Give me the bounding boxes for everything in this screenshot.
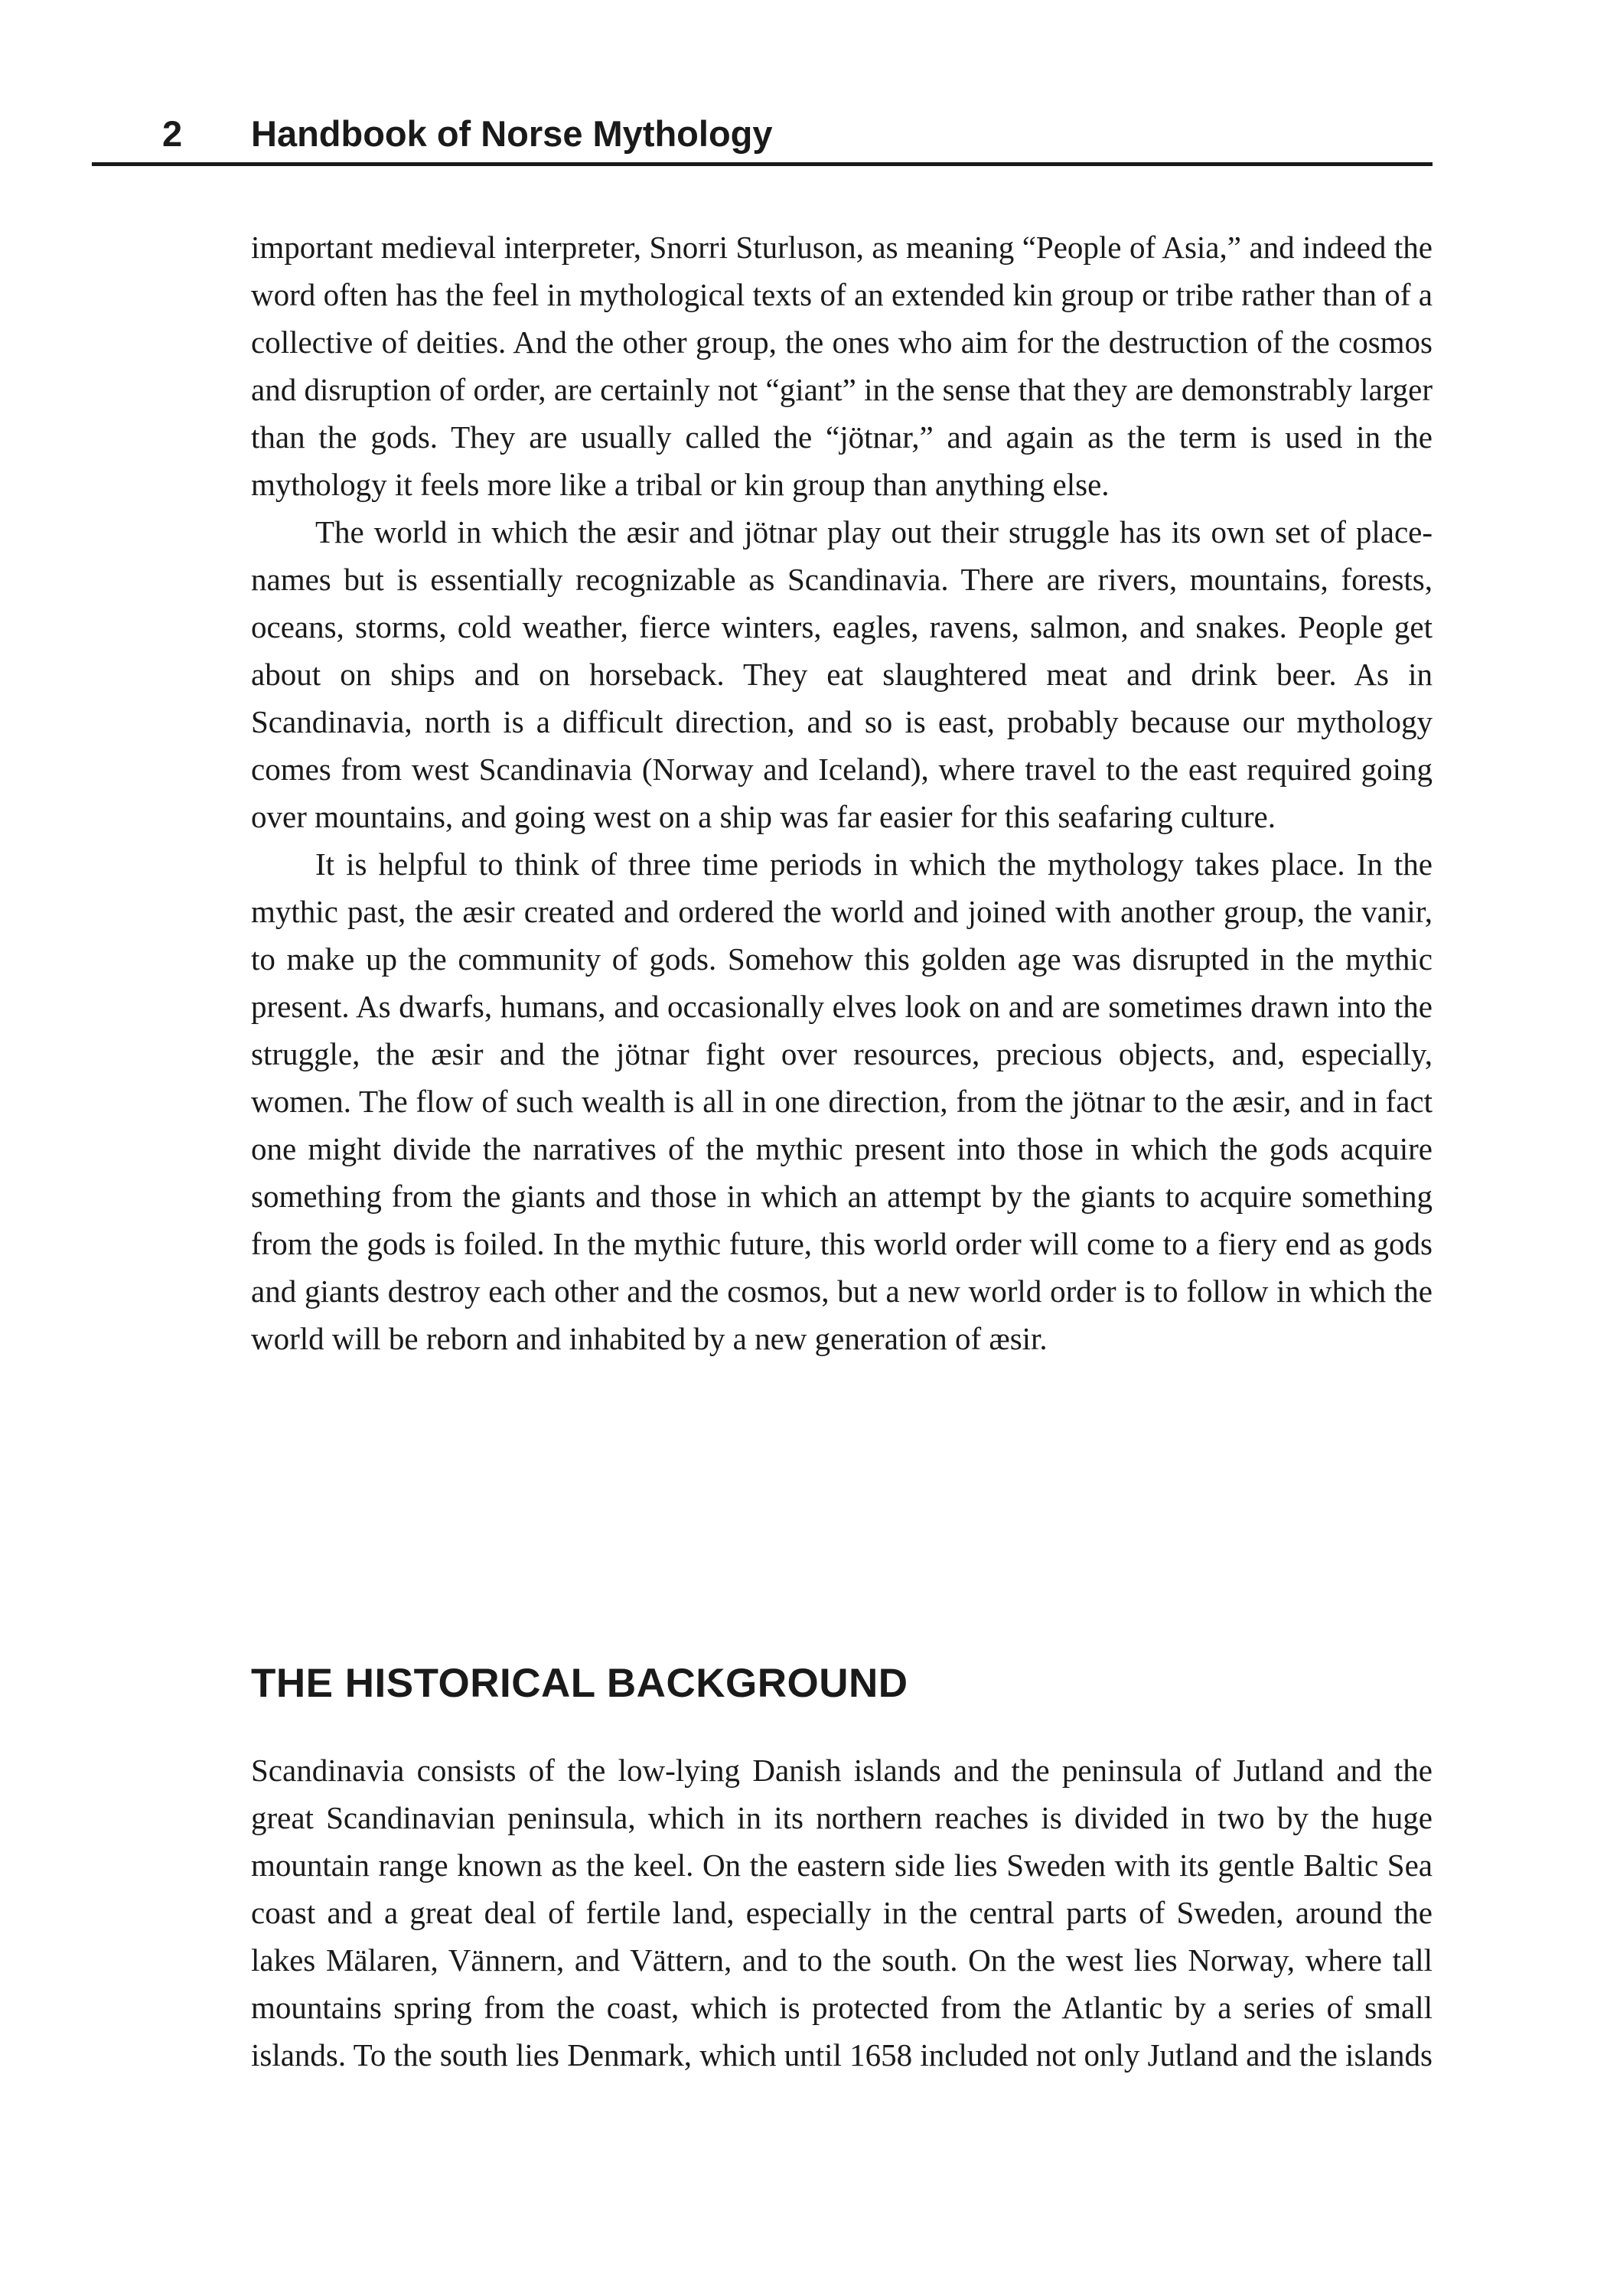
- historical-background-text: [251, 1746, 1433, 2079]
- body-paragraph: important medieval interpreter, Snorri Sturluson, as meaning “People of Asia,” and indeed the word often has the feel in mythological texts of an extended kin group or tribe rather than of a collective of deities. And the other group, the ones who aim for the destruction of the cosmos and disruption of order, are certainly not “giant” in the sense that they are demonstrably larger than the gods. They are usually called the “jötnar,” and again as the term is used in the mythology it feels more like a tribal or kin group than anything else.: [251, 230, 1433, 502]
- body-paragraph: It is helpful to think of three time periods in which the mythology takes place. In the mythic past, the æsir created and ordered the world and joined with another group, the vanir, to make up the community of gods. Somehow this golden age was disrupted in the mythic present. As dwarfs, humans, and occasionally elves look on and are sometimes drawn into the struggle, the æsir and the jötnar fight over resources, precious objects, and, especially, women. The flow of such wealth is all in one direction, from the jötnar to the æsir, and in fact one might divide the narratives of the mythic present into those in which the gods acquire something from the giants and those in which an attempt by the giants to acquire something from the gods is foiled. In the mythic future, this world order will come to a fiery end as gods and giants destroy each other and the cosmos, but a new world order is to follow in which the world will be reborn and inhabited by a new generation of æsir.: [251, 846, 1433, 1356]
- running-header: [92, 106, 1433, 166]
- section-heading: THE HISTORICAL BACKGROUND: [251, 1661, 908, 1706]
- page-number: 2: [162, 113, 183, 154]
- running-title: Handbook of Norse Mythology: [251, 113, 773, 154]
- body-paragraph: Scandinavia consists of the low-lying Danish islands and the peninsula of Jutland and the great Scandinavian peninsula, which in its northern reaches is divided in two by the huge mountain range known as the keel. On the eastern side lies Sweden with its gentle Baltic Sea coast and a great deal of fertile land, especially in the central parts of Sweden, around the lakes Mälaren, Vännern, and Vättern, and to the south. On the west lies Norway, where tall mountains spring from the coast, which is protected from the Atlantic by a series of small islands. To the south lies Denmark, which until 1658 included not only Jutland and the islands: [251, 1753, 1433, 2073]
- intro-text: [251, 223, 1433, 1362]
- body-paragraph: The world in which the æsir and jötnar play out their struggle has its own set of place-names but is essentially recognizable as Scandinavia. There are rivers, mountains, forests, oceans, storms, cold weather, fierce winters, eagles, ravens, salmon, and snakes. People get about on ships and on horseback. They eat slaughtered meat and drink beer. As in Scandinavia, north is a difficult direction, and so is east, probably because our mythology comes from west Scandinavia (Norway and Iceland), where travel to the east required going over mountains, and going west on a ship was far easier for this seafaring culture.: [251, 514, 1433, 834]
